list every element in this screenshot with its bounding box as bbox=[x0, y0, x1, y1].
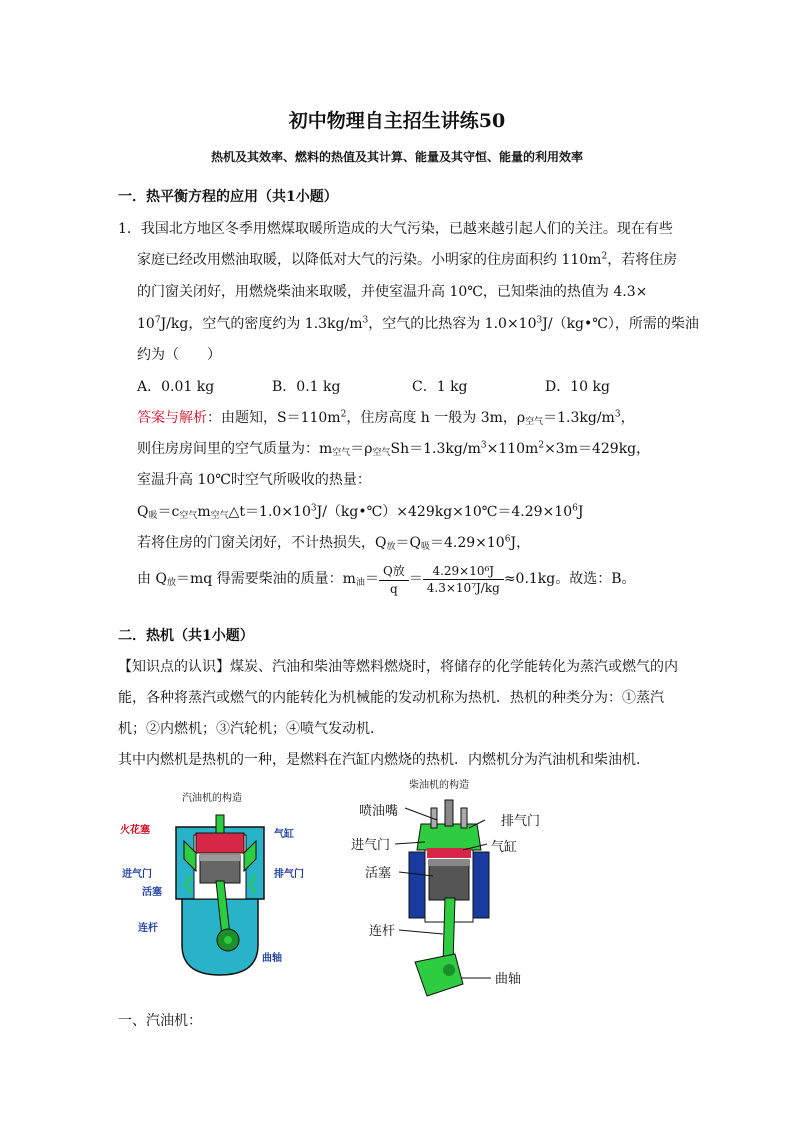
option-c: C．1 kg bbox=[412, 379, 468, 395]
option-a: A．0.01 kg bbox=[137, 379, 215, 395]
text: J/（kg•℃）×429kg×10℃＝4.29×10 bbox=[316, 504, 573, 520]
paragraph-line-1: 【知识点的认识】煤炭、汽油和柴油等燃料燃烧时，将储存的化学能转化为蒸汽或燃气的内 bbox=[118, 659, 678, 675]
answer-line-6 bbox=[137, 562, 636, 596]
answer-line-4 bbox=[137, 501, 583, 521]
label-cylinder: 气缸 bbox=[491, 840, 518, 855]
text: m bbox=[197, 504, 211, 520]
fraction-value bbox=[423, 564, 504, 595]
label-spark-plug: 火花塞 bbox=[120, 825, 150, 836]
subscript: 吸 bbox=[148, 511, 158, 521]
superscript: 3 bbox=[310, 503, 317, 514]
text: ×3m＝429kg， bbox=[544, 441, 651, 457]
diesel-diagram-title: 柴油机的构造 bbox=[409, 780, 469, 791]
text: ＝Q bbox=[395, 535, 421, 551]
text: J， bbox=[510, 535, 531, 551]
question-line-1 bbox=[118, 218, 673, 238]
text: ×110m bbox=[486, 441, 539, 457]
text: Sh＝1.3kg/m bbox=[390, 441, 481, 457]
text: ， bbox=[620, 410, 635, 426]
answer-line-5 bbox=[137, 532, 530, 552]
label-crankshaft: 曲轴 bbox=[495, 972, 522, 987]
label-intake-valve: 进气门 bbox=[122, 869, 152, 880]
text: J/kg，空气的密度约为 1.3kg/m bbox=[160, 316, 363, 332]
option-b: B．0.1 kg bbox=[272, 379, 341, 395]
text: 则住房房间里的空气质量为：m bbox=[137, 441, 333, 457]
superscript: 3 bbox=[480, 440, 487, 451]
label-fuel-injector: 喷油嘴 bbox=[359, 804, 399, 819]
subscript: 油 bbox=[355, 578, 365, 588]
section1-heading: 一．热平衡方程的应用（共1小题） bbox=[118, 189, 338, 205]
page-title: 初中物理自主招生讲练50 bbox=[288, 110, 506, 132]
question-number: 1． bbox=[118, 221, 141, 237]
superscript: 6 bbox=[504, 534, 511, 545]
label-exhaust-valve: 排气门 bbox=[501, 814, 541, 829]
superscript: 2 bbox=[340, 409, 347, 420]
diesel-engine-diagram bbox=[345, 772, 565, 1002]
subscript: 空气 bbox=[372, 448, 391, 458]
petrol-diagram-title: 汽油机的构造 bbox=[182, 793, 242, 804]
label-intake-valve: 进气门 bbox=[351, 838, 391, 853]
text: ，住房高度 h 一般为 3m，ρ bbox=[346, 410, 526, 426]
text: ＝ρ bbox=[350, 441, 373, 457]
text: 10 bbox=[137, 316, 155, 332]
question-line-2 bbox=[137, 249, 677, 269]
subscript: 空气 bbox=[179, 511, 198, 521]
subscript: 吸 bbox=[420, 542, 430, 552]
subscript: 空气 bbox=[332, 448, 351, 458]
text: ≈0.1kg。故选：B。 bbox=[503, 571, 636, 587]
option-d: D．10 kg bbox=[545, 379, 610, 395]
subscript: 放 bbox=[386, 542, 396, 552]
petrol-engine-diagram bbox=[120, 785, 320, 990]
superscript: 3 bbox=[362, 315, 369, 326]
superscript: 6 bbox=[572, 503, 578, 514]
fraction-denominator: q bbox=[390, 582, 398, 596]
answer-line-3: 室温升高 10℃时空气所吸收的热量： bbox=[137, 472, 371, 488]
superscript: 2 bbox=[601, 251, 608, 262]
superscript: 3 bbox=[614, 409, 621, 420]
text: ：由题知，S＝110m bbox=[207, 410, 341, 426]
text: ＝ bbox=[364, 571, 379, 587]
fraction-denominator: 4.3×10⁷J/kg bbox=[426, 580, 500, 595]
question-text: 我国北方地区冬季用燃煤取暖所造成的大气污染，已越来越引起人们的关注。现在有些 bbox=[140, 221, 673, 237]
label-piston: 活塞 bbox=[365, 866, 392, 881]
text: J bbox=[577, 504, 584, 520]
text: ＝1.3kg/m bbox=[543, 410, 615, 426]
text: ＝ bbox=[408, 571, 423, 587]
question-line-3: 的门窗关闭好，用燃烧柴油来取暖，并使室温升高 10℃，已知柴油的热值为 4.3× bbox=[137, 284, 648, 300]
question-line-5: 约为（ ） bbox=[137, 347, 221, 363]
text: ＝c bbox=[157, 504, 180, 520]
text: 由 Q bbox=[137, 571, 167, 587]
text: Q bbox=[137, 504, 149, 520]
text: ，空气的比热容为 1.0×10 bbox=[368, 316, 537, 332]
paragraph-line-3: 机；②内燃机；③汽轮机；④喷气发动机． bbox=[118, 721, 384, 737]
label-crankshaft: 曲轴 bbox=[262, 953, 282, 964]
superscript: 7 bbox=[154, 315, 161, 326]
superscript: 3 bbox=[536, 315, 543, 326]
page-subtitle: 热机及其效率、燃料的热值及其计算、能量及其守恒、能量的利用效率 bbox=[210, 150, 583, 164]
fraction-numerator: 4.29×10⁶J bbox=[423, 564, 504, 580]
label-piston: 活塞 bbox=[142, 887, 162, 898]
text: △t＝1.0×10 bbox=[228, 504, 311, 520]
paragraph-line-4: 其中内燃机是热机的一种，是燃料在汽缸内燃烧的热机．内燃机分为汽油机和柴油机． bbox=[118, 752, 650, 768]
section2-heading: 二．热机（共1小题） bbox=[118, 628, 254, 644]
label-connecting-rod: 连杆 bbox=[369, 924, 396, 939]
text: ，若将住房 bbox=[607, 252, 678, 268]
subscript: 空气 bbox=[210, 511, 229, 521]
answer-label: 答案与解析 bbox=[137, 410, 207, 426]
text: J/（kg•℃），所需的柴油 bbox=[542, 316, 699, 332]
text: 家庭已经改用燃油取暖，以降低对大气的污染。小明家的住房面积约 110m bbox=[137, 252, 602, 268]
text: ＝mq 得需要柴油的质量：m bbox=[175, 571, 356, 587]
subscript: 放 bbox=[166, 578, 176, 588]
label-exhaust-valve: 排气门 bbox=[274, 869, 304, 880]
label-cylinder: 气缸 bbox=[274, 829, 294, 840]
fraction-q-over-q bbox=[379, 562, 409, 596]
text: 若将住房的门窗关闭好，不计热损失，Q bbox=[137, 535, 387, 551]
answer-line-1 bbox=[137, 407, 635, 427]
superscript: 2 bbox=[538, 440, 545, 451]
fraction-numerator: Q放 bbox=[379, 562, 409, 581]
subsection-petrol: 一、汽油机： bbox=[118, 1013, 202, 1029]
question-line-4 bbox=[137, 313, 699, 333]
paragraph-line-2: 能，各种将蒸汽或燃气的内能转化为机械能的发动机称为热机．热机的种类分为：①蒸汽 bbox=[118, 690, 664, 706]
text: ＝4.29×10 bbox=[430, 535, 505, 551]
subscript: 空气 bbox=[525, 417, 544, 427]
answer-line-2 bbox=[137, 438, 650, 458]
label-connecting-rod: 连杆 bbox=[138, 923, 158, 934]
